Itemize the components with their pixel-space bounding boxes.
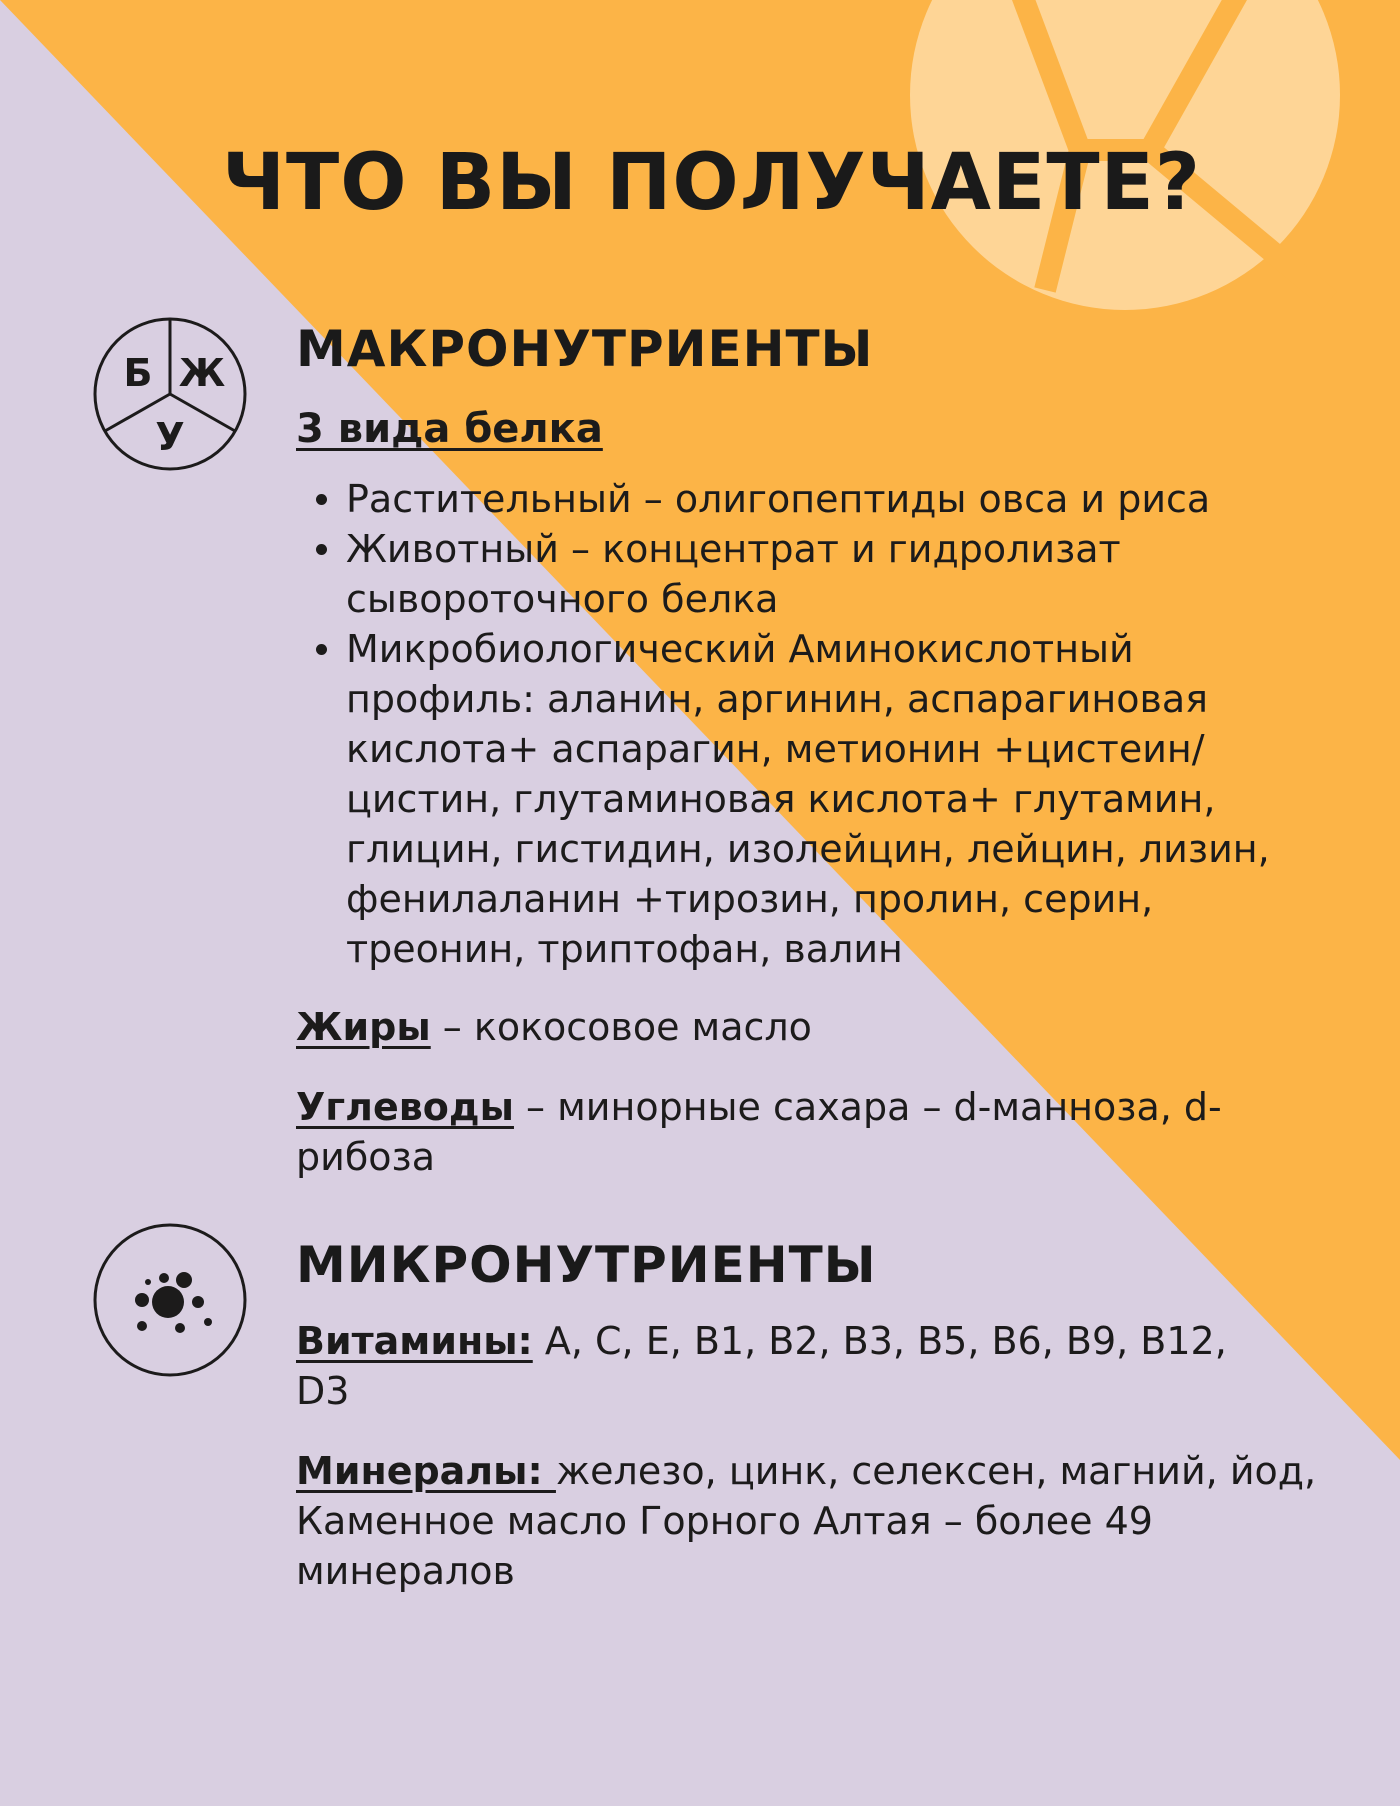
protein-heading: 3 вида белка	[296, 406, 603, 452]
minerals-text: железо, цинк, селексен, магний, йод, Каменное масло Горного Алтая – более 49 минералов	[296, 1449, 1317, 1593]
micro-heading: МИКРОНУТРИЕНТЫ	[296, 1236, 877, 1294]
molecules-icon	[92, 1222, 248, 1378]
list-item: Растительный – олигопептиды овса и риса	[312, 474, 1322, 524]
bju-icon	[92, 316, 248, 472]
vitamins-label: Витамины:	[296, 1319, 533, 1363]
bju-letter-u: У	[155, 415, 185, 459]
minerals-label: Минералы:	[296, 1449, 556, 1493]
fats-line	[296, 1002, 1326, 1052]
carbs-label: Углеводы	[296, 1085, 514, 1129]
list-item: Микробиологический Аминокислотный профиль: аланин, аргинин, аспарагиновая кислота+ аспарагин, метионин +цистеин/цистин, глутаминовая кислота+ глутамин, глицин, гистидин, изолейцин, лейцин, лизин, фенилаланин +тирозин, пролин, серин, треонин, триптофан, валин	[312, 624, 1322, 974]
protein-list	[312, 474, 1322, 974]
minerals-line	[296, 1446, 1326, 1596]
carbs-text: – минорные сахара – d-манноза, d-рибоза	[296, 1085, 1222, 1179]
macro-heading: МАКРОНУТРИЕНТЫ	[296, 320, 874, 378]
fats-label: Жиры	[296, 1005, 431, 1049]
vitamins-line	[296, 1316, 1256, 1416]
list-item: Животный – концентрат и гидролизат сывороточного белка	[312, 524, 1322, 624]
bju-letter-b: Б	[123, 351, 153, 395]
vitamins-text: A, C, E, B1, B2, B3, B5, B6, B9, B12, D3	[296, 1319, 1227, 1413]
fats-text: – кокосовое масло	[430, 1005, 812, 1049]
page-title: ЧТО ВЫ ПОЛУЧАЕТЕ?	[222, 138, 1202, 228]
carbs-line	[296, 1082, 1326, 1182]
bju-letter-zh: Ж	[178, 351, 226, 395]
